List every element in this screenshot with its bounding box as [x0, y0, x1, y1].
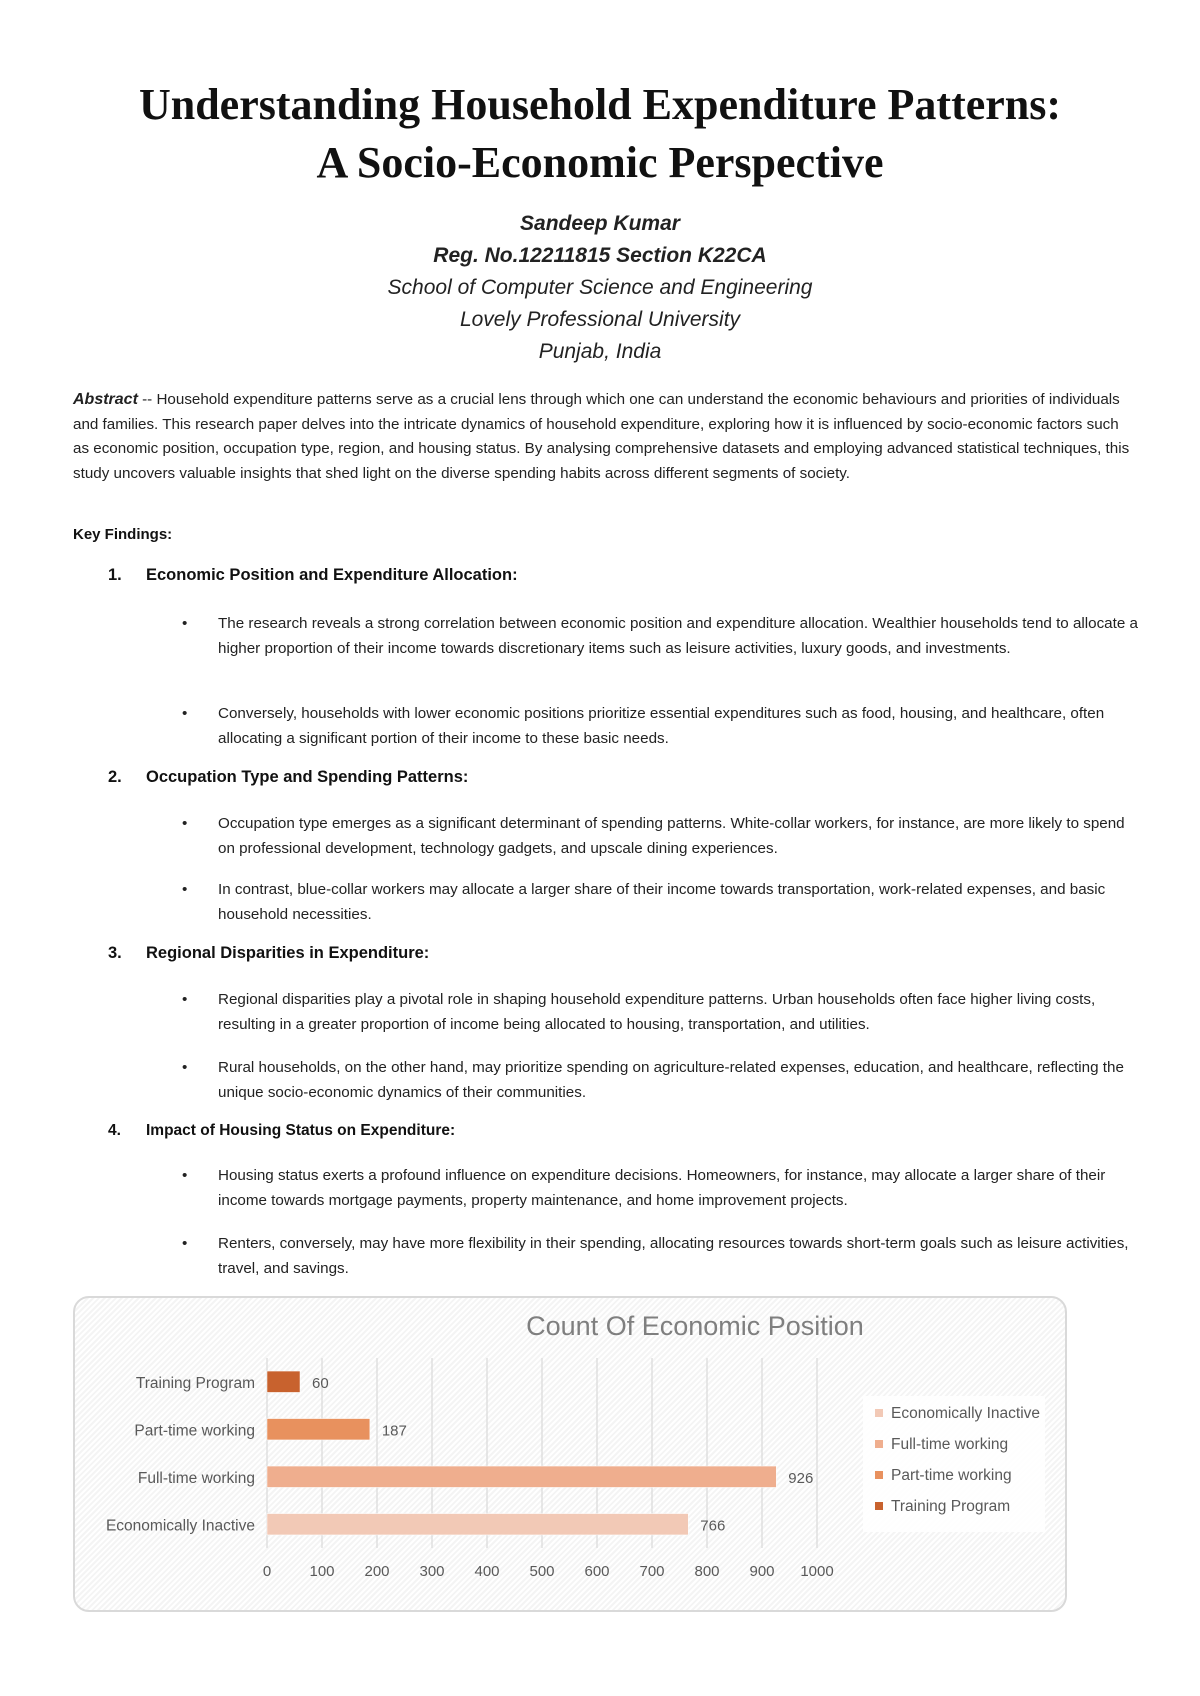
bullet-icon: • [182, 1167, 188, 1184]
category-label: Training Program [135, 1374, 255, 1392]
section-4-heading [108, 1122, 455, 1140]
bullet-text: Rural households, on the other hand, may prioritize spending on agriculture-related expenses, education, and healthcare, reflecting the unique socio-economic dynamics of their communities. [218, 1059, 1124, 1101]
legend-swatch [875, 1502, 883, 1510]
x-tick-label: 500 [529, 1563, 555, 1580]
abstract-lead: Abstract [73, 391, 138, 408]
bullet-text: Regional disparities play a pivotal role in shaping household expenditure patterns. Urban households often face higher living costs, resulting in a greater proportion of income being allocated to housing, transportation, and utilities. [218, 991, 1096, 1033]
section-1-heading [108, 566, 518, 585]
legend-label: Full-time working [891, 1436, 1009, 1453]
section-title: Occupation Type and Spending Patterns: [146, 768, 469, 786]
bullet-icon: • [182, 815, 188, 832]
x-tick-label: 800 [694, 1563, 720, 1580]
section-2-heading [108, 768, 468, 787]
bullet-icon: • [182, 1235, 188, 1252]
bar [267, 1466, 776, 1487]
legend-swatch [875, 1471, 883, 1479]
x-tick-label: 1000 [800, 1563, 834, 1580]
section-title: Economic Position and Expenditure Allocation: [146, 566, 518, 584]
legend-swatch [875, 1440, 883, 1448]
category-label: Full-time working [137, 1469, 255, 1487]
bullet-icon: • [182, 615, 188, 632]
bar [267, 1371, 300, 1392]
bullet-text: Housing status exerts a profound influence on expenditure decisions. Homeowners, for instance, may allocate a larger share of their income towards mortgage payments, property maintenance, and home improvement projects. [218, 1167, 1106, 1209]
bullet-icon: • [182, 991, 188, 1008]
x-tick-label: 900 [749, 1563, 775, 1580]
data-label: 766 [700, 1517, 726, 1535]
section-title: Impact of Housing Status on Expenditure: [146, 1122, 456, 1139]
section-3-heading [108, 944, 429, 963]
bullet-text: Occupation type emerges as a significant determinant of spending patterns. White-collar workers, for instance, are more likely to spend on professional development, technology gadgets, and upscale dining experiences. [218, 815, 1125, 857]
x-tick-label: 100 [309, 1563, 335, 1580]
legend-label: Part-time working [891, 1467, 1012, 1484]
x-tick-label: 700 [639, 1563, 665, 1580]
section-number: 2. [108, 768, 122, 786]
x-tick-label: 400 [474, 1563, 500, 1580]
x-tick-label: 0 [262, 1563, 272, 1580]
economic-position-chart [73, 1296, 1067, 1612]
bullet-text: Conversely, households with lower economic positions prioritize essential expenditures such as food, housing, and healthcare, often allocating a significant portion of their income to these basic needs. [218, 705, 1105, 747]
bullet-text: The research reveals a strong correlation between economic position and expenditure allocation. Wealthier households tend to allocate a higher proportion of their income towards discretionary items such as leisure activities, luxury goods, and investments. [218, 615, 1138, 657]
author-name: Sandeep Kumar [520, 212, 680, 235]
section-number: 1. [108, 566, 122, 584]
author-block [0, 208, 1200, 368]
bullet-text: In contrast, blue-collar workers may allocate a larger share of their income towards transportation, work-related expenses, and basic household necessities. [218, 881, 1106, 923]
chart-title: Count Of Economic Position [526, 1311, 864, 1341]
bullet-icon: • [182, 705, 188, 722]
legend-label: Training Program [891, 1498, 1011, 1515]
section-title: Regional Disparities in Expenditure: [146, 944, 430, 962]
author-university: Lovely Professional University [459, 308, 741, 331]
legend-swatch [875, 1409, 883, 1417]
x-tick-label: 300 [419, 1563, 445, 1580]
author-school: School of Computer Science and Engineering [387, 276, 813, 299]
abstract-text: -- Household expenditure patterns serve as a crucial lens through which one can understand the economic behaviours and priorities of individuals and families. This research paper delves into the intricate dynamics of household expenditure, exploring how it is influenced by socio-economic factors such as economic position, occupation type, region, and housing status. By analysing comprehensive datasets and employing advanced statistical techniques, this study uncovers valuable insights that shed light on the diverse spending habits across different segments of society. [73, 391, 1130, 482]
paper-title [40, 76, 1160, 192]
key-findings-heading: Key Findings: [73, 526, 173, 543]
section-number: 3. [108, 944, 122, 962]
data-label: 60 [312, 1374, 329, 1392]
x-tick-label: 200 [364, 1563, 390, 1580]
author-location: Punjab, India [538, 340, 662, 363]
abstract [73, 388, 1133, 486]
legend-label: Economically Inactive [891, 1405, 1041, 1422]
bullet-text: Renters, conversely, may have more flexibility in their spending, allocating resources towards short-term goals such as leisure activities, travel, and savings. [218, 1235, 1129, 1277]
data-label: 187 [381, 1422, 407, 1440]
data-label: 926 [788, 1469, 814, 1487]
bullet-icon: • [182, 881, 188, 898]
bar [267, 1514, 688, 1535]
title-line-2: A Socio-Economic Perspective [316, 138, 884, 187]
category-label: Part-time working [134, 1422, 255, 1440]
x-tick-label: 600 [584, 1563, 610, 1580]
section-number: 4. [108, 1122, 121, 1139]
author-reg: Reg. No.12211815 Section K22CA [433, 244, 767, 267]
title-line-1: Understanding Household Expenditure Patterns: [138, 80, 1062, 129]
bar [267, 1419, 370, 1440]
chart-svg [75, 1298, 1065, 1610]
bullet-icon: • [182, 1059, 188, 1076]
category-label: Economically Inactive [105, 1517, 255, 1535]
